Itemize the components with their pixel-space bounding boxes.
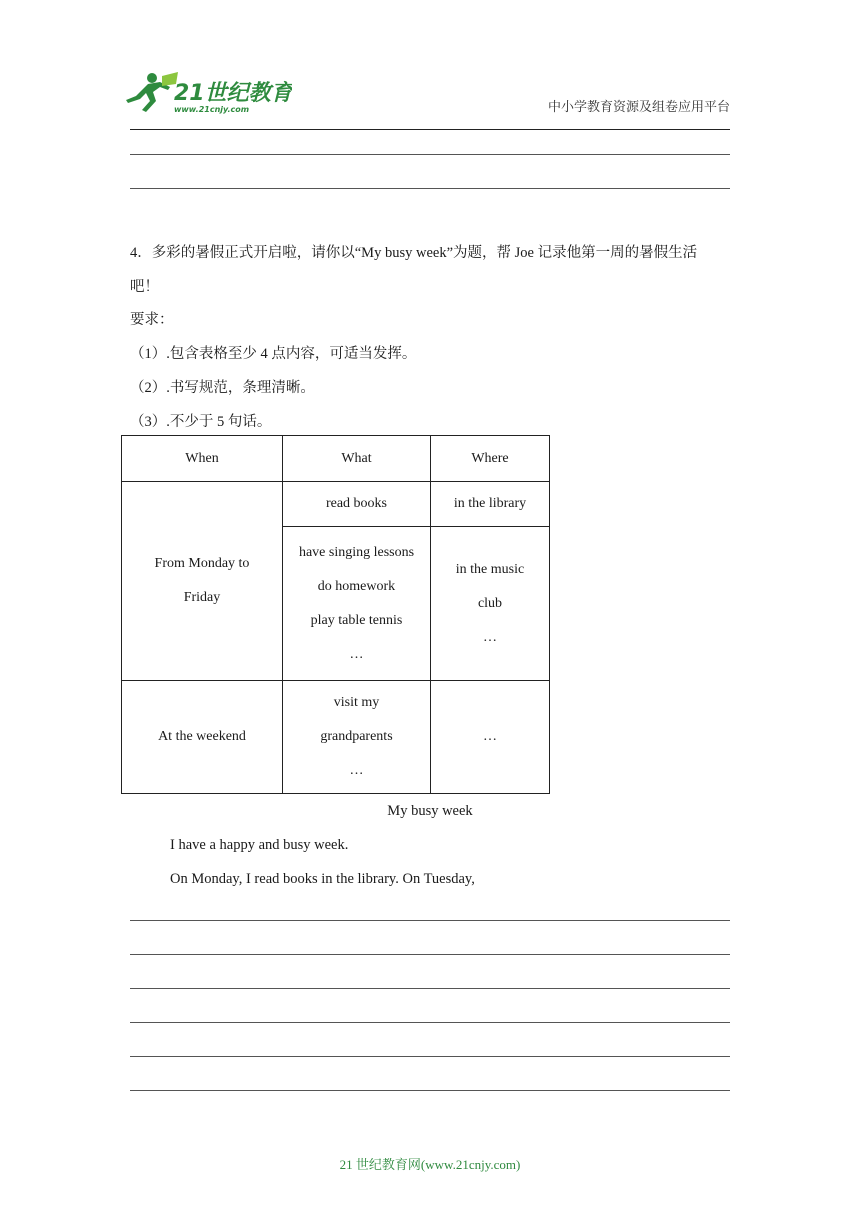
requirement-2: （2）.书写规范，条理清晰。 xyxy=(130,380,315,396)
essay-title: My busy week xyxy=(387,803,473,819)
logo xyxy=(122,70,292,116)
requirement-3: （3）.不少于 5 句话。 xyxy=(130,414,272,430)
cell-where-weekend: … xyxy=(431,681,550,794)
essay-sentence-1: I have a happy and busy week. xyxy=(170,837,349,853)
answer-line xyxy=(130,988,730,989)
table-row xyxy=(122,681,550,794)
essay-sentence-2: On Monday, I read books in the library. On Tuesday, xyxy=(170,871,475,887)
header-what: What xyxy=(283,436,431,482)
table-row xyxy=(122,482,550,527)
cell-what-weekend: visit my grandparents … xyxy=(283,681,431,794)
answer-line xyxy=(130,1056,730,1057)
question-text: 4．多彩的暑假正式开启啦，请你以“My busy week”为题，帮 Joe 记录他第一周的暑假生活 xyxy=(130,245,698,261)
answer-line xyxy=(130,188,730,189)
answer-line xyxy=(130,1022,730,1023)
cell-when-weekdays: From Monday to Friday xyxy=(122,482,283,681)
cell-where: in the library xyxy=(431,482,550,527)
cell-where-list: in the music club … xyxy=(431,527,550,681)
cell-what-list: have singing lessons do homework play table tennis … xyxy=(283,527,431,681)
platform-label: 中小学教育资源及组卷应用平台 xyxy=(547,99,730,114)
header-where: Where xyxy=(431,436,550,482)
cell-when-weekend: At the weekend xyxy=(122,681,283,794)
requirement-1: （1）.包含表格至少 4 点内容，可适当发挥。 xyxy=(130,346,417,362)
answer-line xyxy=(130,154,730,155)
schedule-table xyxy=(121,435,550,794)
table-header-row xyxy=(122,436,550,482)
answer-line xyxy=(130,920,730,921)
footer-link[interactable]: 21 世纪教育网(www.21cnjy.com) xyxy=(339,1157,521,1172)
logo-url: www.21cnjy.com xyxy=(174,105,250,114)
cell-what: read books xyxy=(283,482,431,527)
answer-line xyxy=(130,954,730,955)
question-text-cont: 吧！ xyxy=(130,279,159,295)
requirements-label: 要求： xyxy=(130,312,174,328)
answer-line xyxy=(130,1090,730,1091)
logo-runner-icon xyxy=(122,70,292,116)
header-divider xyxy=(130,129,730,130)
header-when: When xyxy=(122,436,283,482)
logo-text: 21世纪教育 xyxy=(174,81,292,106)
